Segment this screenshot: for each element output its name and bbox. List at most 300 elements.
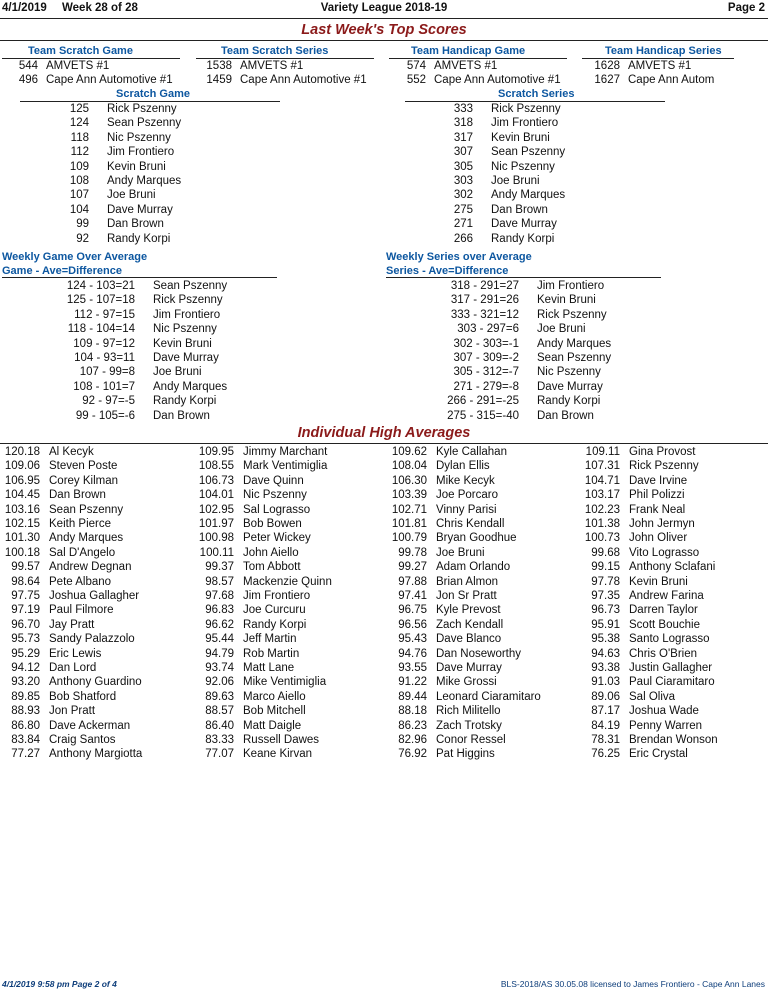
- score-value: 94.76: [398, 647, 427, 660]
- bowler-name: Rick Pszenny: [491, 103, 561, 115]
- score-value: 104.01: [198, 489, 234, 502]
- footer-timestamp: 4/1/2019 9:58 pm Page 2 of 4: [2, 979, 117, 989]
- score-value: 109.11: [585, 446, 620, 458]
- score-value: 83.84: [11, 734, 40, 746]
- team-name: Cape Ann Automotive #1: [240, 74, 367, 86]
- bowler-name: Joshua Wade: [629, 705, 699, 718]
- score-value: 104: [69, 203, 89, 216]
- bowler-name: Jon Sr Pratt: [436, 590, 497, 602]
- bowler-name: Tom Abbott: [243, 561, 301, 574]
- bowler-name: Pete Albano: [49, 575, 112, 588]
- list-item: [404, 308, 607, 322]
- list-item: [582, 459, 699, 473]
- bowler-name: Rob Martin: [243, 647, 300, 660]
- list-item: [389, 675, 497, 689]
- score-value: 76.92: [398, 748, 427, 761]
- list-item: [414, 174, 540, 188]
- score-value: 96.75: [398, 604, 427, 617]
- list-item: [2, 618, 94, 632]
- bowler-name: Steven Poste: [49, 460, 118, 473]
- list-item: [584, 59, 691, 73]
- score-value: 106.73: [198, 474, 234, 487]
- list-item: [30, 102, 177, 116]
- score-value: 100.18: [4, 546, 40, 559]
- score-value: 103.39: [391, 489, 427, 502]
- bowler-name: Zach Trotsky: [436, 719, 502, 732]
- list-item: [389, 647, 521, 661]
- bowler-name: Chris O'Brien: [629, 647, 698, 660]
- list-item: [404, 293, 596, 307]
- list-item: [20, 337, 212, 351]
- difference-value: 271 - 279=-8: [453, 380, 519, 393]
- bowler-name: Al Kecyk: [49, 446, 94, 458]
- score-value: 96.70: [11, 618, 40, 631]
- difference-value: 275 - 315=-40: [447, 409, 519, 422]
- list-item: [20, 351, 219, 365]
- list-item: [389, 589, 497, 603]
- bowler-name: Joshua Gallagher: [49, 590, 140, 602]
- score-value: 103.16: [4, 503, 40, 516]
- bowler-name: Sal Oliva: [629, 690, 676, 703]
- score-value: 318: [453, 117, 473, 130]
- score-value: 88.57: [205, 705, 234, 718]
- list-item: [582, 632, 710, 646]
- bowler-name: Nic Pszenny: [107, 131, 171, 144]
- score-value: 266: [453, 232, 473, 245]
- bowler-name: Brendan Wonson: [629, 734, 718, 746]
- score-value: 108.55: [198, 460, 234, 473]
- score-value: 99.57: [11, 561, 40, 574]
- list-item: [196, 575, 332, 589]
- score-value: 106.30: [391, 474, 427, 487]
- bowler-name: Mike Grossi: [436, 676, 497, 689]
- bowler-name: Eric Crystal: [629, 748, 688, 761]
- score-value: 91.03: [591, 676, 620, 689]
- difference-value: 92 - 97=-5: [82, 395, 135, 408]
- list-item: [2, 474, 118, 488]
- bowler-name: Justin Gallagher: [629, 662, 713, 674]
- score-value: 97.88: [398, 575, 427, 588]
- bowler-name: Paul Ciaramitaro: [629, 676, 715, 689]
- bowler-name: Frank Neal: [629, 503, 686, 516]
- difference-value: 302 - 303=-1: [453, 337, 519, 350]
- bowler-name: Conor Ressel: [436, 734, 506, 746]
- list-item: [582, 690, 675, 704]
- score-value: 302: [453, 189, 473, 202]
- score-value: 102.71: [391, 503, 427, 516]
- list-item: [414, 145, 565, 159]
- list-item: [404, 337, 611, 351]
- bowler-name: Dylan Ellis: [436, 460, 490, 473]
- list-item: [389, 733, 506, 747]
- team-name: Cape Ann Autom: [628, 74, 715, 86]
- bowler-name: Andy Marques: [107, 175, 182, 187]
- bowler-name: Russell Dawes: [243, 734, 320, 746]
- bowler-name: Kevin Bruni: [537, 294, 596, 307]
- team-handicap-series-title: Team Handicap Series: [605, 45, 722, 57]
- list-item: [582, 719, 702, 733]
- bowler-name: Dan Brown: [153, 409, 210, 422]
- list-item: [2, 704, 95, 718]
- bowler-name: Andy Marques: [537, 337, 612, 350]
- score: 552: [406, 74, 426, 86]
- difference-value: 303 - 297=6: [457, 323, 519, 336]
- list-item: [20, 380, 227, 394]
- team-name: AMVETS #1: [46, 60, 110, 72]
- score-value: 91.22: [398, 676, 427, 689]
- weekly-series-subtitle: Series - Ave=Difference: [386, 265, 509, 277]
- list-item: [2, 531, 123, 545]
- difference-value: 125 - 107=18: [66, 294, 135, 307]
- team-name: AMVETS #1: [628, 60, 692, 72]
- list-item: [20, 394, 216, 408]
- difference-value: 318 - 291=27: [450, 280, 519, 292]
- bowler-name: Vito Lograsso: [629, 546, 700, 559]
- score-value: 303: [453, 175, 473, 187]
- difference-value: 99 - 105=-6: [75, 409, 135, 422]
- score-value: 88.93: [11, 705, 40, 718]
- list-item: [2, 459, 117, 473]
- team-name: AMVETS #1: [240, 60, 304, 72]
- bowler-name: Kyle Prevost: [436, 604, 501, 617]
- list-item: [2, 733, 115, 747]
- score-value: 98.57: [205, 575, 234, 588]
- list-item: [30, 160, 166, 174]
- score-value: 100.73: [584, 532, 620, 545]
- list-item: [30, 174, 181, 188]
- score-value: 101.81: [391, 518, 427, 530]
- score-value: 109: [69, 160, 89, 173]
- list-item: [196, 632, 296, 646]
- difference-value: 333 - 321=12: [450, 308, 519, 321]
- bowler-name: Dave Murray: [153, 352, 219, 364]
- bowler-name: Eric Lewis: [49, 647, 102, 660]
- bowler-name: Joe Curcuru: [243, 604, 306, 617]
- bowler-name: Andrew Degnan: [49, 561, 132, 574]
- bowler-name: Mike Kecyk: [436, 474, 495, 487]
- bowler-name: Paul Filmore: [49, 604, 114, 617]
- score-value: 96.83: [205, 604, 234, 617]
- bowler-name: Nic Pszenny: [537, 366, 601, 379]
- bowler-name: Rich Militello: [436, 705, 501, 718]
- bowler-name: Sean Pszenny: [153, 280, 228, 292]
- score-value: 107: [69, 189, 89, 202]
- bowler-name: Mark Ventimiglia: [243, 460, 328, 473]
- list-item: [404, 409, 594, 423]
- list-item: [30, 116, 181, 130]
- bowler-name: Darren Taylor: [629, 604, 698, 617]
- list-item: [582, 445, 695, 459]
- list-item: [2, 445, 94, 459]
- score-value: 95.91: [591, 618, 620, 631]
- list-item: [389, 459, 490, 473]
- list-item: [2, 517, 111, 531]
- list-item: [196, 603, 306, 617]
- bowler-name: Corey Kilman: [49, 474, 119, 487]
- list-item: [196, 690, 306, 704]
- score-value: 89.06: [591, 690, 620, 703]
- score-value: 97.41: [398, 590, 427, 602]
- list-item: [582, 474, 687, 488]
- list-item: [196, 531, 311, 545]
- score: 1459: [206, 74, 232, 86]
- bowler-name: Sean Pszenny: [537, 352, 612, 364]
- bowler-name: Joe Bruni: [491, 175, 540, 187]
- list-item: [30, 203, 173, 217]
- score-value: 106.95: [4, 474, 40, 487]
- bowler-name: Jay Pratt: [49, 618, 95, 631]
- bowler-name: Dave Murray: [491, 218, 557, 231]
- bowler-name: Randy Korpi: [107, 232, 171, 245]
- bowler-name: Joe Bruni: [537, 323, 586, 336]
- bowler-name: Joe Bruni: [107, 189, 156, 202]
- list-item: [196, 560, 301, 574]
- score-value: 89.44: [398, 690, 427, 703]
- bowler-name: Dave Quinn: [243, 474, 304, 487]
- score-value: 102.15: [4, 518, 40, 530]
- bowler-name: Chris Kendall: [436, 518, 505, 530]
- bowler-name: Kevin Bruni: [107, 160, 166, 173]
- difference-value: 109 - 97=12: [73, 337, 135, 350]
- score: 574: [406, 60, 426, 72]
- page-label: Page 2: [727, 2, 765, 14]
- averages-title: Individual High Averages: [297, 425, 471, 441]
- score-value: 99.27: [398, 561, 427, 574]
- score-value: 100.79: [391, 532, 427, 545]
- list-item: [404, 365, 601, 379]
- score: 544: [18, 60, 38, 72]
- list-item: [2, 546, 115, 560]
- bowler-name: Jon Pratt: [49, 705, 96, 718]
- score-value: 103.17: [584, 489, 620, 502]
- score-value: 97.75: [11, 590, 40, 602]
- score-value: 100.98: [198, 532, 234, 545]
- list-item: [20, 322, 217, 336]
- team-name: Cape Ann Automotive #1: [434, 74, 561, 86]
- score-value: 89.85: [11, 690, 40, 703]
- bowler-name: Andrew Farina: [629, 590, 704, 602]
- bowler-name: Kevin Bruni: [629, 575, 688, 588]
- week-label: Week 28 of 28: [62, 2, 138, 14]
- score-value: 93.38: [591, 662, 620, 674]
- list-item: [414, 160, 555, 174]
- bowler-name: Joe Bruni: [153, 366, 202, 379]
- score-value: 86.23: [398, 719, 427, 732]
- list-item: [2, 503, 123, 517]
- score-value: 97.78: [591, 575, 620, 588]
- team-scratch-series-title: Team Scratch Series: [221, 45, 329, 57]
- list-item: [196, 546, 299, 560]
- difference-value: 118 - 104=14: [67, 323, 135, 336]
- difference-value: 307 - 309=-2: [453, 352, 519, 364]
- averages-rule: [0, 443, 768, 444]
- list-item: [582, 603, 698, 617]
- bowler-name: Dave Blanco: [436, 633, 502, 646]
- list-item: [414, 217, 557, 231]
- score-value: 108.04: [391, 460, 427, 473]
- list-item: [196, 647, 299, 661]
- list-item: [196, 618, 306, 632]
- score: 1627: [594, 74, 620, 86]
- list-item: [414, 131, 550, 145]
- top-scores-title: Last Week's Top Scores: [301, 22, 467, 38]
- score-value: 83.33: [205, 734, 234, 746]
- score-value: 307: [453, 146, 473, 159]
- list-item: [390, 73, 561, 87]
- difference-value: 112 - 97=15: [74, 308, 135, 321]
- list-item: [30, 217, 164, 231]
- bowler-name: Sean Pszenny: [107, 117, 182, 130]
- bowler-name: Anthony Guardino: [49, 676, 142, 689]
- bowler-name: Dan Brown: [107, 218, 164, 231]
- list-item: [389, 503, 497, 517]
- bowler-name: Jim Frontiero: [491, 117, 559, 130]
- bowler-name: Rick Pszenny: [629, 460, 699, 473]
- bowler-name: Jim Frontiero: [107, 146, 175, 159]
- list-item: [196, 59, 303, 73]
- list-item: [2, 589, 139, 603]
- bowler-name: Rick Pszenny: [107, 103, 177, 115]
- difference-value: 104 - 93=11: [74, 352, 135, 364]
- score-value: 100.11: [199, 546, 234, 559]
- list-item: [582, 675, 715, 689]
- list-item: [389, 618, 503, 632]
- list-item: [196, 589, 310, 603]
- bowler-name: Jim Frontiero: [243, 590, 311, 602]
- list-item: [582, 503, 685, 517]
- list-item: [2, 661, 96, 675]
- list-item: [404, 351, 611, 365]
- score-value: 120.18: [4, 446, 40, 458]
- list-item: [2, 647, 101, 661]
- report-date: 4/1/2019: [2, 2, 47, 14]
- score-value: 101.30: [4, 532, 40, 545]
- bowler-name: Randy Korpi: [243, 618, 307, 631]
- bowler-name: Leonard Ciaramitaro: [436, 690, 541, 703]
- list-item: [582, 618, 700, 632]
- list-item: [389, 531, 517, 545]
- score-value: 96.62: [205, 618, 234, 631]
- list-item: [584, 73, 714, 87]
- score-value: 125: [69, 103, 89, 115]
- list-item: [389, 704, 501, 718]
- list-item: [30, 232, 170, 246]
- weekly-game-subtitle: Game - Ave=Difference: [2, 265, 122, 277]
- list-item: [2, 73, 173, 87]
- bowler-name: Kyle Callahan: [436, 446, 507, 458]
- team-handicap-game-title: Team Handicap Game: [411, 45, 526, 57]
- list-item: [389, 661, 502, 675]
- bowler-name: Joe Porcaro: [436, 489, 499, 502]
- bowler-name: Rick Pszenny: [537, 308, 607, 321]
- list-item: [2, 719, 130, 733]
- list-item: [196, 503, 310, 517]
- bowler-name: Brian Almon: [436, 575, 499, 588]
- bowler-name: Dave Irvine: [629, 474, 688, 487]
- list-item: [196, 517, 302, 531]
- list-item: [196, 445, 327, 459]
- bowler-name: Craig Santos: [49, 734, 116, 746]
- score-value: 87.17: [591, 705, 620, 718]
- score-value: 118: [70, 131, 89, 144]
- score-value: 317: [453, 131, 473, 144]
- score: 496: [18, 74, 38, 86]
- bowler-name: Matt Lane: [243, 662, 295, 674]
- bowler-name: Joe Bruni: [436, 546, 485, 559]
- list-item: [2, 488, 106, 502]
- score-value: 109.62: [391, 446, 427, 458]
- bowler-name: Marco Aiello: [243, 690, 306, 703]
- bowler-name: Phil Polizzi: [629, 489, 685, 502]
- list-item: [582, 747, 688, 761]
- weekly-series-title: Weekly Series over Average: [386, 251, 532, 263]
- footer-license: BLS-2018/AS 30.05.08 licensed to James Frontiero - Cape Ann Lanes: [500, 979, 765, 989]
- score-value: 102.95: [198, 503, 234, 516]
- difference-value: 107 - 99=8: [79, 366, 135, 379]
- list-item: [2, 603, 114, 617]
- score-value: 109.95: [198, 446, 234, 458]
- bowler-name: John Aiello: [243, 546, 299, 559]
- score-value: 93.55: [398, 662, 427, 674]
- team-scratch-game-title: Team Scratch Game: [28, 45, 133, 57]
- score-value: 93.20: [11, 676, 40, 689]
- list-item: [582, 560, 715, 574]
- scratch-series-title: Scratch Series: [498, 88, 575, 100]
- team-name: AMVETS #1: [434, 60, 498, 72]
- list-item: [2, 59, 109, 73]
- bowler-name: Randy Korpi: [153, 395, 217, 408]
- difference-value: 317 - 291=26: [450, 294, 519, 307]
- list-item: [582, 733, 718, 747]
- weekly-game-title: Weekly Game Over Average: [2, 251, 148, 263]
- bowler-name: Dan Brown: [49, 489, 106, 502]
- list-item: [2, 575, 111, 589]
- section-rule: [386, 277, 661, 278]
- bowler-name: Bob Mitchell: [243, 705, 306, 718]
- bowler-name: Dan Noseworthy: [436, 647, 522, 660]
- score-value: 99.15: [591, 561, 620, 574]
- list-item: [389, 445, 507, 459]
- bowler-name: John Oliver: [629, 532, 688, 545]
- score-value: 96.56: [398, 618, 427, 631]
- list-item: [2, 632, 135, 646]
- list-item: [196, 675, 326, 689]
- score-value: 95.44: [205, 633, 234, 646]
- list-item: [20, 308, 220, 322]
- list-item: [389, 690, 541, 704]
- bowler-name: Jimmy Marchant: [243, 446, 328, 458]
- bowler-name: Jim Frontiero: [537, 280, 605, 292]
- bowler-name: Sandy Palazzolo: [49, 633, 135, 646]
- league-name: Variety League 2018-19: [320, 2, 448, 14]
- difference-value: 305 - 312=-7: [453, 366, 519, 379]
- bowler-name: Dave Murray: [436, 662, 502, 674]
- bowler-name: Randy Korpi: [491, 232, 555, 245]
- bowler-name: Peter Wickey: [243, 532, 311, 545]
- score-value: 93.74: [205, 662, 234, 674]
- list-item: [196, 474, 304, 488]
- bowler-name: Mike Ventimiglia: [243, 676, 327, 689]
- score-value: 77.27: [11, 748, 40, 761]
- list-item: [414, 188, 565, 202]
- list-item: [196, 733, 319, 747]
- list-item: [389, 575, 498, 589]
- score-value: 95.73: [11, 633, 40, 646]
- list-item: [2, 690, 116, 704]
- score-value: 77.07: [205, 748, 234, 761]
- bowler-name: Sean Pszenny: [49, 503, 124, 516]
- difference-value: 124 - 103=21: [66, 280, 135, 292]
